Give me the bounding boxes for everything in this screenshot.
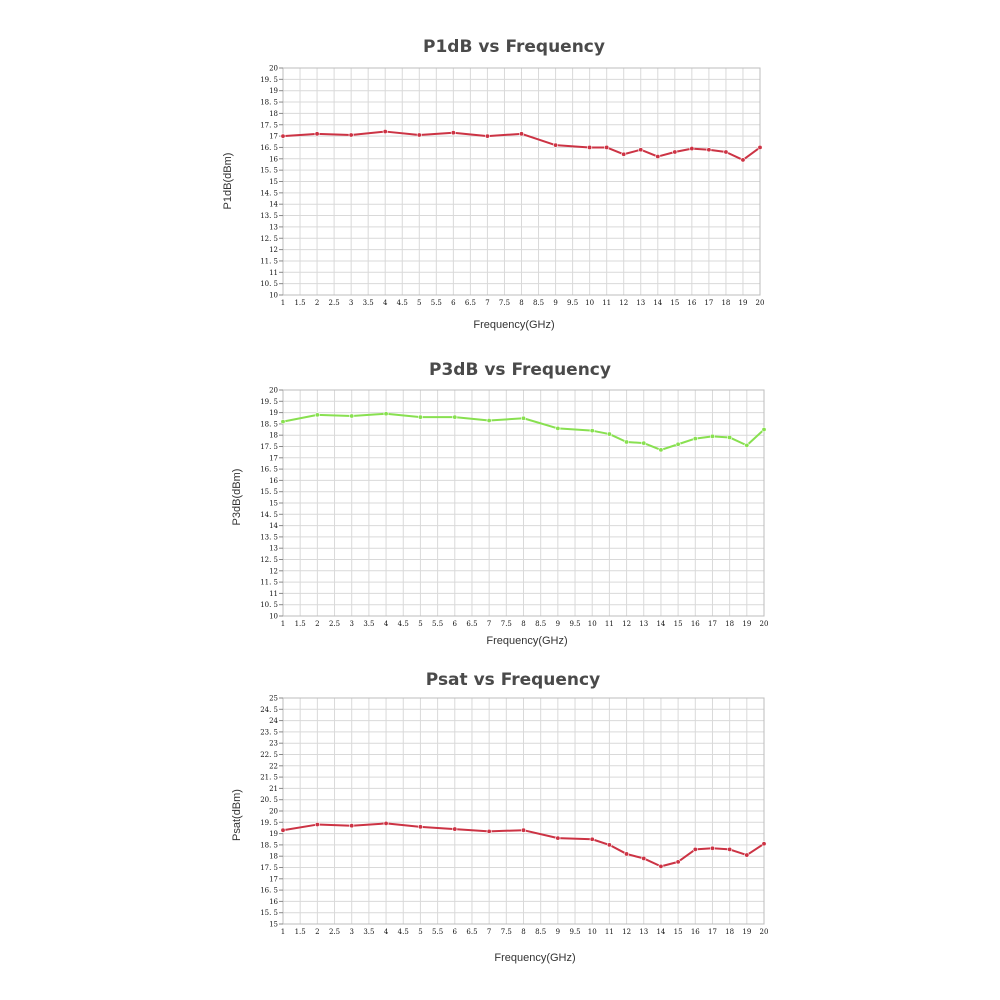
y-tick-label: 21 — [269, 784, 278, 793]
x-tick-label: 17 — [708, 928, 717, 936]
data-point — [693, 436, 697, 440]
x-tick-label: 8 — [521, 620, 526, 628]
y-tick-label: 19 — [269, 87, 278, 96]
x-tick-label: 6.5 — [466, 928, 478, 936]
y-tick-label: 23 — [269, 739, 278, 748]
data-point — [710, 434, 714, 438]
x-tick-label: 15 — [670, 299, 680, 307]
data-point — [384, 821, 388, 825]
x-tick-label: 8.5 — [535, 620, 547, 628]
x-axis-label-psat: Frequency(GHz) — [494, 952, 576, 964]
y-tick-label: 11 — [269, 589, 278, 598]
x-axis-label-p1db: Frequency(GHz) — [473, 319, 555, 331]
data-point — [642, 856, 646, 860]
x-tick-label: 5.5 — [430, 299, 442, 307]
data-point — [453, 415, 457, 419]
data-point — [281, 419, 285, 423]
y-tick-label: 15 — [269, 920, 278, 929]
x-tick-label: 15 — [673, 928, 683, 936]
chart-title-p1db: P1dB vs Frequency — [423, 37, 605, 57]
y-tick-label: 15. 5 — [260, 488, 278, 497]
data-point — [676, 860, 680, 864]
x-tick-label: 7 — [485, 299, 490, 307]
x-tick-label: 12 — [622, 620, 632, 628]
x-tick-label: 4 — [383, 928, 389, 936]
x-tick-label: 11 — [604, 620, 614, 628]
y-tick-label: 15 — [269, 178, 278, 186]
x-tick-label: 18 — [725, 928, 735, 936]
chart-svg-p1db — [0, 0, 1000, 330]
x-tick-label: 7.5 — [500, 620, 512, 628]
x-tick-label: 4.5 — [397, 620, 409, 628]
y-tick-label: 13 — [269, 544, 278, 553]
data-point — [762, 842, 766, 846]
x-tick-label: 20 — [759, 620, 769, 628]
y-tick-label: 17. 5 — [260, 864, 278, 872]
y-tick-label: 18 — [269, 431, 278, 440]
data-point — [556, 426, 560, 430]
y-tick-label: 14. 5 — [260, 189, 278, 198]
x-tick-label: 9.5 — [569, 928, 581, 936]
data-point — [590, 837, 594, 841]
chart-panel-p1db — [0, 0, 1000, 330]
data-point — [521, 416, 525, 420]
y-tick-label: 23. 5 — [260, 728, 278, 737]
data-point — [762, 427, 766, 431]
y-tick-label: 12. 5 — [260, 556, 278, 564]
y-tick-label: 24. 5 — [260, 705, 278, 714]
x-tick-label: 1.5 — [294, 620, 306, 628]
x-tick-label: 13 — [639, 620, 649, 628]
x-tick-label: 6 — [451, 299, 456, 307]
y-tick-label: 18. 5 — [260, 98, 278, 107]
x-tick-label: 8 — [519, 299, 524, 307]
x-tick-label: 5.5 — [432, 928, 444, 936]
x-tick-label: 5 — [417, 299, 422, 307]
grid-p1db — [283, 68, 760, 295]
chart-title-p3db: P3dB vs Frequency — [429, 360, 611, 380]
data-point — [384, 412, 388, 416]
x-tick-label: 14 — [653, 299, 663, 307]
y-tick-label: 15 — [269, 499, 278, 508]
data-point — [417, 133, 421, 137]
data-point — [710, 846, 714, 850]
data-point — [642, 441, 646, 445]
x-tick-label: 4 — [383, 620, 389, 628]
x-tick-label: 18 — [721, 299, 731, 307]
chart-panel-psat — [0, 650, 1000, 990]
x-tick-label: 8 — [521, 928, 526, 936]
grid-p3db — [283, 390, 764, 616]
data-point — [349, 133, 353, 137]
x-tick-label: 3 — [348, 299, 354, 307]
x-tick-label: 5 — [418, 620, 423, 628]
data-point — [741, 158, 745, 162]
x-tick-label: 9 — [555, 928, 561, 936]
y-axis-label-psat: Psat(dBm) — [231, 789, 243, 841]
x-tick-label: 18 — [725, 620, 735, 628]
data-point — [350, 414, 354, 418]
x-tick-label: 12 — [622, 928, 632, 936]
data-point — [553, 143, 557, 147]
y-tick-label: 20 — [269, 64, 278, 73]
x-tick-label: 19 — [738, 299, 748, 307]
y-tick-label: 10. 5 — [260, 280, 278, 289]
y-tick-label: 16 — [269, 897, 278, 906]
data-point — [673, 150, 677, 154]
x-tick-label: 10 — [587, 928, 597, 936]
y-tick-label: 18 — [269, 109, 278, 118]
x-tick-label: 3 — [349, 928, 354, 936]
x-tick-label: 2.5 — [328, 299, 340, 307]
data-point — [418, 415, 422, 419]
y-tick-label: 16. 5 — [260, 886, 278, 895]
y-tick-label: 10 — [269, 291, 278, 300]
x-tick-label: 13 — [636, 299, 646, 307]
y-tick-label: 17 — [269, 132, 278, 141]
y-axis-label-p1db: P1dB(dBm) — [222, 152, 234, 210]
data-point — [556, 836, 560, 840]
x-tick-label: 11 — [604, 928, 614, 936]
data-point — [659, 448, 663, 452]
y-tick-label: 11. 5 — [260, 257, 278, 266]
x-tick-label: 7 — [486, 620, 492, 628]
y-tick-label: 25 — [269, 694, 278, 703]
data-point — [624, 852, 628, 856]
x-tick-label: 10 — [585, 299, 595, 307]
y-tick-label: 16. 5 — [260, 143, 278, 152]
y-tick-label: 12. 5 — [260, 234, 278, 243]
x-tick-label: 1 — [280, 928, 286, 936]
data-point — [383, 129, 387, 133]
y-tick-label: 20 — [269, 386, 278, 395]
y-tick-label: 21. 5 — [260, 773, 278, 782]
x-tick-label: 5 — [418, 928, 423, 936]
data-point — [519, 132, 523, 136]
y-tick-label: 13. 5 — [260, 533, 278, 542]
data-point — [281, 828, 285, 832]
x-tick-label: 5.5 — [432, 620, 444, 628]
y-tick-label: 13 — [269, 223, 278, 232]
x-tick-label: 13 — [639, 928, 649, 936]
y-tick-label: 17 — [269, 875, 278, 884]
data-point — [656, 154, 660, 158]
x-tick-label: 4.5 — [396, 299, 408, 307]
y-tick-label: 15. 5 — [260, 909, 278, 918]
data-point — [707, 148, 711, 152]
data-point — [315, 413, 319, 417]
data-point — [487, 829, 491, 833]
x-tick-label: 8.5 — [532, 299, 545, 307]
x-tick-label: 7 — [486, 928, 492, 936]
y-tick-label: 19. 5 — [260, 75, 278, 84]
y-tick-label: 12 — [269, 567, 278, 576]
y-tick-label: 17. 5 — [260, 121, 278, 130]
x-tick-label: 17 — [704, 299, 714, 307]
data-point — [693, 847, 697, 851]
y-tick-label: 10 — [269, 612, 278, 621]
y-tick-label: 14 — [269, 200, 278, 209]
data-point — [727, 847, 731, 851]
data-point — [624, 440, 628, 444]
y-tick-label: 14 — [269, 522, 278, 531]
chart-svg-p3db — [0, 330, 1000, 650]
x-tick-label: 9 — [555, 620, 561, 628]
y-tick-label: 17. 5 — [260, 443, 278, 451]
y-tick-label: 18 — [269, 852, 278, 861]
x-tick-label: 14 — [656, 928, 666, 936]
data-point — [485, 134, 489, 138]
data-point — [487, 418, 491, 422]
x-tick-label: 2.5 — [328, 928, 341, 936]
x-tick-label: 16 — [690, 928, 700, 936]
x-tick-label: 12 — [619, 299, 629, 307]
data-point — [724, 150, 728, 154]
data-point — [315, 132, 319, 136]
x-tick-label: 10 — [587, 620, 597, 628]
x-tick-label: 1 — [280, 620, 286, 628]
y-tick-label: 19. 5 — [260, 397, 278, 406]
data-point — [451, 130, 455, 134]
x-tick-label: 9.5 — [569, 620, 581, 628]
y-tick-label: 24 — [269, 717, 278, 726]
x-tick-label: 9.5 — [567, 299, 579, 307]
data-point — [659, 864, 663, 868]
y-tick-label: 12 — [269, 246, 278, 255]
data-point — [607, 843, 611, 847]
data-point — [350, 823, 354, 827]
data-point — [676, 442, 680, 446]
x-tick-label: 16 — [687, 299, 697, 307]
data-point — [281, 134, 285, 138]
data-point — [607, 432, 611, 436]
y-tick-label: 16 — [269, 476, 278, 485]
y-tick-label: 19 — [269, 830, 278, 839]
data-point — [639, 148, 643, 152]
x-tick-label: 3 — [349, 620, 354, 628]
data-point — [315, 822, 319, 826]
x-tick-label: 4.5 — [397, 928, 409, 936]
y-tick-label: 22 — [269, 762, 278, 771]
y-tick-label: 10. 5 — [260, 601, 278, 610]
x-tick-label: 15 — [673, 620, 683, 628]
x-tick-label: 6 — [452, 928, 458, 936]
x-tick-label: 6 — [452, 620, 458, 628]
y-tick-label: 13. 5 — [260, 212, 278, 221]
x-tick-label: 3.5 — [363, 620, 375, 628]
y-tick-label: 18. 5 — [260, 420, 278, 429]
x-tick-label: 11 — [602, 299, 612, 307]
data-point — [758, 145, 762, 149]
data-point — [587, 145, 591, 149]
x-tick-label: 1 — [280, 299, 286, 307]
x-tick-label: 4 — [382, 299, 388, 307]
chart-title-psat: Psat vs Frequency — [425, 670, 601, 690]
x-axis-label-p3db: Frequency(GHz) — [486, 635, 568, 647]
x-tick-label: 6.5 — [464, 299, 476, 307]
x-tick-label: 16 — [690, 620, 700, 628]
grid-psat — [283, 698, 764, 924]
data-point — [745, 443, 749, 447]
y-tick-label: 22. 5 — [260, 751, 278, 759]
y-tick-label: 20 — [269, 807, 278, 816]
data-point — [622, 152, 626, 156]
x-tick-label: 7.5 — [500, 928, 512, 936]
y-tick-label: 11. 5 — [260, 578, 278, 587]
x-tick-label: 6.5 — [466, 620, 478, 628]
x-tick-label: 19 — [742, 928, 752, 936]
x-tick-label: 9 — [553, 299, 558, 307]
y-tick-label: 15. 5 — [260, 166, 278, 175]
x-tick-label: 17 — [708, 620, 717, 628]
x-tick-label: 3.5 — [363, 928, 375, 936]
y-tick-label: 18. 5 — [260, 841, 278, 850]
data-point — [745, 853, 749, 857]
x-tick-label: 20 — [759, 928, 769, 936]
chart-svg-psat — [0, 650, 1000, 990]
x-tick-label: 7.5 — [498, 299, 511, 307]
y-tick-label: 19. 5 — [260, 818, 278, 827]
x-tick-label: 2 — [314, 299, 320, 307]
x-tick-label: 8.5 — [535, 928, 547, 936]
x-tick-label: 3.5 — [362, 299, 374, 307]
x-tick-label: 19 — [742, 620, 752, 628]
x-tick-label: 2 — [315, 928, 320, 936]
data-point — [590, 428, 594, 432]
y-tick-label: 11 — [269, 268, 278, 277]
data-point — [604, 145, 608, 149]
chart-panel-p3db — [0, 330, 1000, 650]
x-tick-label: 20 — [755, 299, 765, 307]
x-tick-label: 2.5 — [328, 620, 341, 628]
y-axis-label-p3db: P3dB(dBm) — [231, 468, 243, 526]
x-tick-label: 14 — [656, 620, 666, 628]
data-point — [453, 827, 457, 831]
data-point — [521, 828, 525, 832]
data-point — [727, 435, 731, 439]
x-tick-label: 1.5 — [294, 299, 306, 307]
data-point — [690, 146, 694, 150]
y-tick-label: 16. 5 — [260, 465, 278, 474]
y-tick-label: 17 — [269, 454, 278, 463]
y-tick-label: 19 — [269, 409, 278, 418]
y-tick-label: 14. 5 — [260, 510, 278, 519]
x-tick-label: 2 — [315, 620, 320, 628]
y-tick-label: 20. 5 — [260, 796, 278, 805]
y-tick-label: 16 — [269, 155, 278, 164]
data-point — [418, 825, 422, 829]
x-tick-label: 1.5 — [294, 928, 306, 936]
